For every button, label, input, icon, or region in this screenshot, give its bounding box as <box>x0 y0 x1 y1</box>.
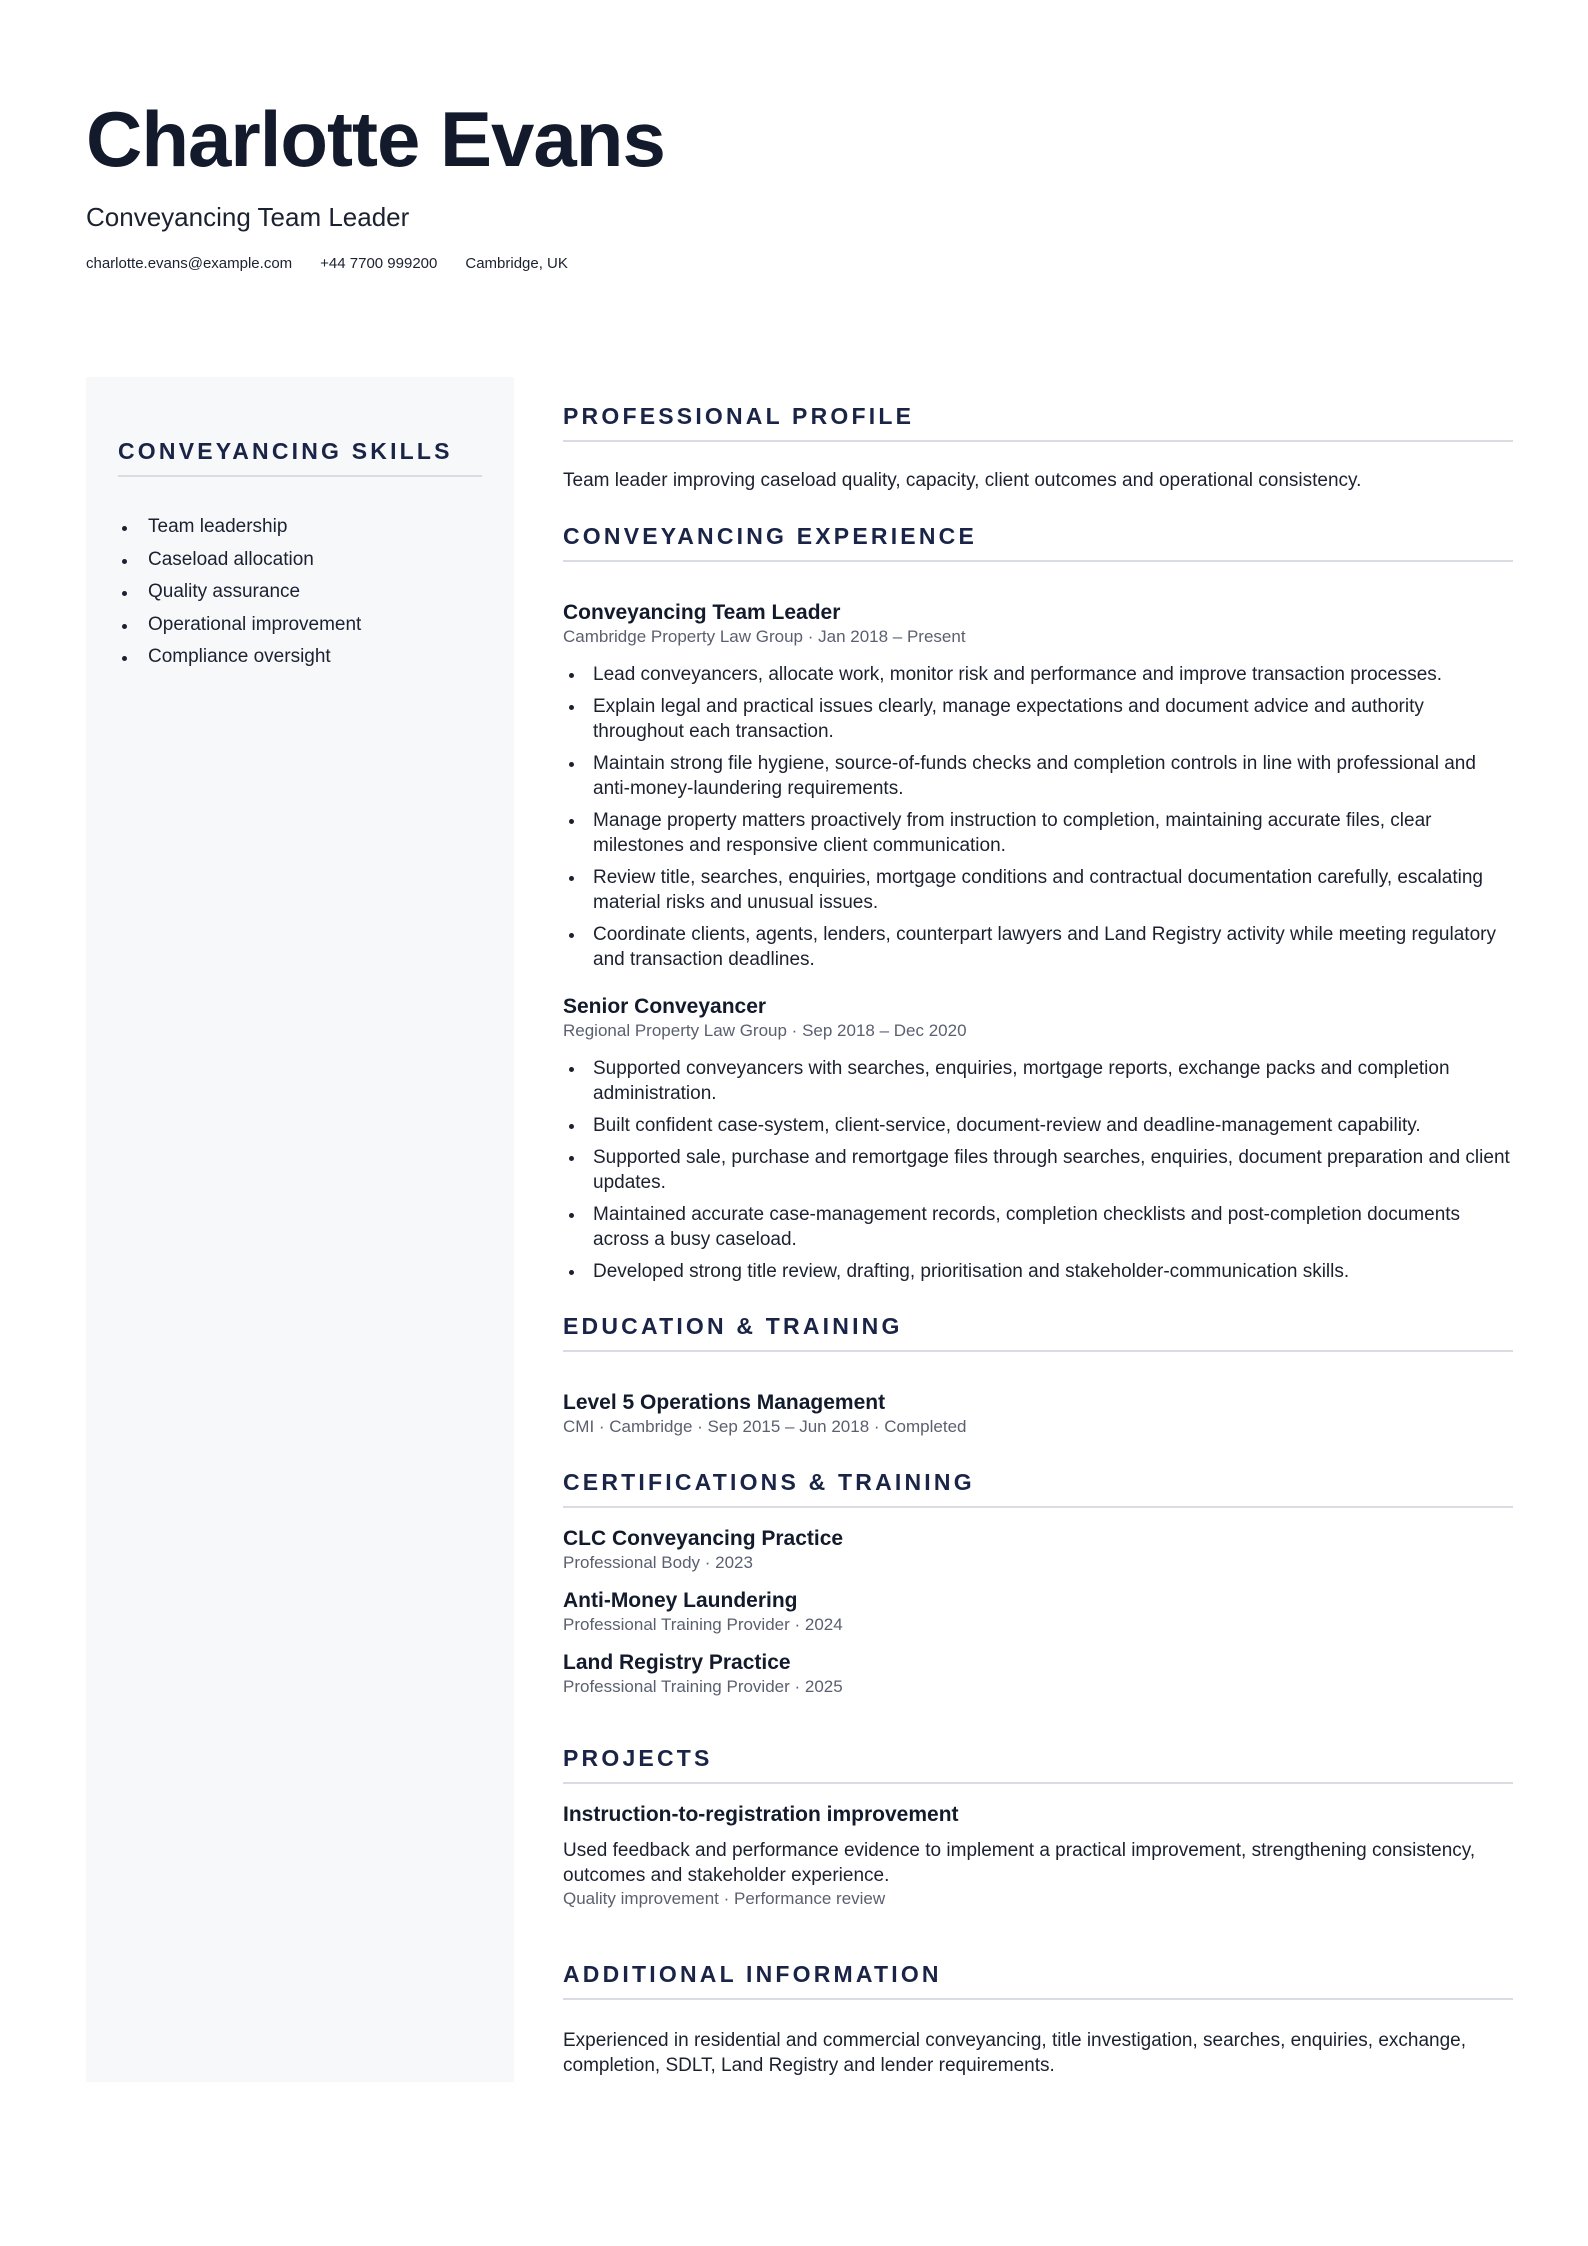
job-bullet: Lead conveyancers, allocate work, monitor risk and performance and improve transaction processes. <box>563 662 1513 687</box>
certifications-divider <box>563 1506 1513 1508</box>
project-entry <box>563 1802 1513 1910</box>
additional-section <box>563 1960 1513 2078</box>
projects-heading: PROJECTS <box>563 1745 713 1771</box>
education-entry <box>563 1390 1513 1438</box>
additional-heading: ADDITIONAL INFORMATION <box>563 1961 942 1987</box>
education-meta: CMI · Cambridge · Sep 2015 – Jun 2018 · Completed <box>563 1417 967 1436</box>
resume-header <box>86 92 1506 274</box>
job-entry <box>563 994 1513 1284</box>
additional-text: Experienced in residential and commercial conveyancing, title investigation, searches, enquiries, exchange, completion, SDLT, Land Registry and lender requirements. <box>563 2030 1467 2076</box>
project-description: Used feedback and performance evidence to implement a practical improvement, strengthening consistency, outcomes and stakeholder experience. <box>563 1840 1476 1886</box>
education-heading: EDUCATION & TRAINING <box>563 1313 903 1339</box>
sidebar <box>86 377 514 2082</box>
skills-heading: CONVEYANCING SKILLS <box>118 438 453 464</box>
profile-summary: Team leader improving caseload quality, capacity, client outcomes and operational consistency. <box>563 470 1362 491</box>
profile-divider <box>563 440 1513 442</box>
skills-divider <box>118 475 482 477</box>
education-divider <box>563 1350 1513 1352</box>
job-entry <box>563 600 1513 972</box>
skill-item: Team leadership <box>118 511 482 544</box>
skills-list <box>118 511 482 674</box>
certification-title: CLC Conveyancing Practice <box>563 1527 844 1550</box>
additional-divider <box>563 1998 1513 2000</box>
certifications-section <box>563 1468 1513 1698</box>
job-bullet: Maintain strong file hygiene, source-of-funds checks and completion controls in line with professional and anti-money-laundering requirements. <box>563 751 1513 801</box>
skill-item: Operational improvement <box>118 609 482 642</box>
skill-item: Quality assurance <box>118 576 482 609</box>
projects-section <box>563 1744 1513 1910</box>
candidate-name: Charlotte Evans <box>86 95 665 183</box>
certification-title: Land Registry Practice <box>563 1651 791 1674</box>
experience-section <box>563 522 1513 1284</box>
education-section <box>563 1312 1513 1438</box>
contact-line <box>86 254 1506 274</box>
main-column <box>563 402 1513 2078</box>
profile-heading: PROFESSIONAL PROFILE <box>563 403 915 429</box>
certification-title: Anti-Money Laundering <box>563 1589 798 1612</box>
certification-meta: Professional Training Provider · 2025 <box>563 1677 843 1696</box>
skill-item: Caseload allocation <box>118 544 482 577</box>
education-title: Level 5 Operations Management <box>563 1391 886 1414</box>
job-title: Conveyancing Team Leader <box>563 601 841 624</box>
projects-divider <box>563 1782 1513 1784</box>
job-bullet: Supported sale, purchase and remortgage files through searches, enquiries, document preparation and client updates. <box>563 1145 1513 1195</box>
experience-divider <box>563 560 1513 562</box>
job-bullet: Developed strong title review, drafting, prioritisation and stakeholder-communication skills. <box>563 1259 1513 1284</box>
job-bullet: Built confident case-system, client-service, document-review and deadline-management capability. <box>563 1113 1513 1138</box>
profile-section <box>563 402 1513 494</box>
job-bullet: Maintained accurate case-management records, completion checklists and post-completion documents across a busy caseload. <box>563 1202 1513 1252</box>
certification-entry <box>563 1526 1513 1574</box>
project-meta: Quality improvement · Performance review <box>563 1889 886 1908</box>
job-meta: Regional Property Law Group · Sep 2018 – Dec 2020 <box>563 1021 967 1040</box>
certifications-heading: CERTIFICATIONS & TRAINING <box>563 1469 975 1495</box>
job-meta: Cambridge Property Law Group · Jan 2018 – Present <box>563 627 966 646</box>
certification-entry <box>563 1650 1513 1698</box>
project-title: Instruction-to-registration improvement <box>563 1803 959 1826</box>
job-title: Senior Conveyancer <box>563 995 767 1018</box>
candidate-headline: Conveyancing Team Leader <box>86 202 410 232</box>
job-bullet: Review title, searches, enquiries, mortgage conditions and contractual documentation carefully, escalating material risks and unusual issues. <box>563 865 1513 915</box>
job-bullet: Explain legal and practical issues clearly, manage expectations and document advice and authority throughout each transaction. <box>563 694 1513 744</box>
job-bullet: Manage property matters proactively from instruction to completion, maintaining accurate files, clear milestones and responsive client communication. <box>563 808 1513 858</box>
certification-meta: Professional Training Provider · 2024 <box>563 1615 843 1634</box>
certification-entry <box>563 1588 1513 1636</box>
job-bullets <box>563 662 1513 972</box>
contact-email: charlotte.evans@example.com <box>86 255 293 272</box>
contact-phone: +44 7700 999200 <box>320 255 438 272</box>
job-bullet: Coordinate clients, agents, lenders, counterpart lawyers and Land Registry activity while meeting regulatory and transaction deadlines. <box>563 922 1513 972</box>
job-bullet: Supported conveyancers with searches, enquiries, mortgage reports, exchange packs and completion administration. <box>563 1056 1513 1106</box>
contact-location: Cambridge, UK <box>465 255 568 272</box>
skill-item: Compliance oversight <box>118 641 482 674</box>
certification-meta: Professional Body · 2023 <box>563 1553 753 1572</box>
experience-heading: CONVEYANCING EXPERIENCE <box>563 523 977 549</box>
job-bullets <box>563 1056 1513 1284</box>
